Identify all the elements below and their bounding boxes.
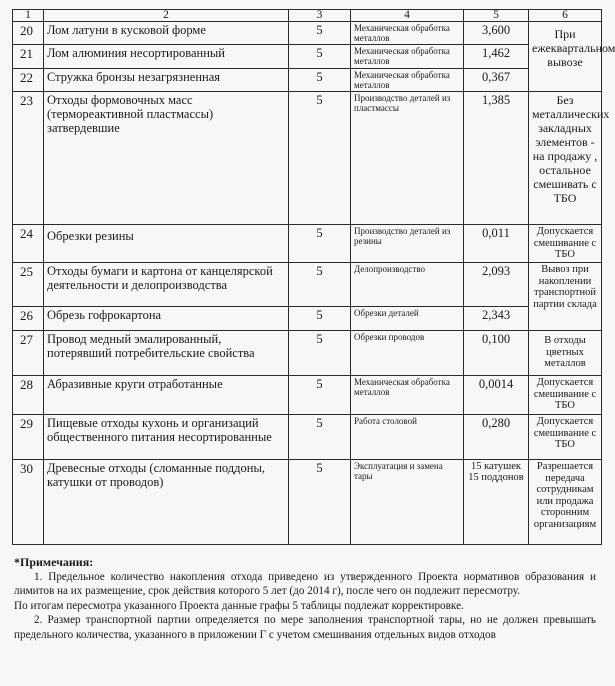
hazard-class: 5 [289,415,351,460]
quantity: 3,600 [464,22,529,45]
source-process: Эксплуатация и замена тары [351,460,464,545]
quantity: 15 катушек 15 поддонов [464,460,529,545]
waste-name: Лом алюминия несортированный [44,45,289,69]
waste-name: Пищевые отходы кухонь и организаций общественного питания несортированные [44,415,289,460]
table-row [13,460,602,545]
hazard-class: 5 [289,307,351,331]
notes-section [14,555,596,643]
hazard-class: 5 [289,45,351,69]
source-process: Механическая обработка металлов [351,69,464,92]
header-col-2: 2 [44,10,289,22]
quantity: 0,0014 [464,376,529,415]
quantity: 2,093 [464,263,529,307]
header-col-3: 3 [289,10,351,22]
table-row [13,22,602,45]
table-row [13,376,602,415]
handling-note: Допускается смешивание с ТБО [529,376,602,415]
row-number: 22 [13,69,44,92]
notes-title: *Примечания: [14,555,94,569]
header-col-1: 1 [13,10,44,22]
note-1: 1. Предельное количество накопления отхода приведено из утвержденного Проекта нормативов образования и лимитов на их размещение, срок действия которого 5 лет (до 2014 г), после чего он подлежит пересмотру. [14,570,596,598]
source-process: Работа столовой [351,415,464,460]
waste-name: Лом латуни в кусковой форме [44,22,289,45]
source-process: Механическая обработка металлов [351,45,464,69]
header-col-6: 6 [529,10,602,22]
handling-note: Без металлических закладных элементов - на продажу , остальное смешивать с ТБО [529,92,602,225]
header-col-4: 4 [351,10,464,22]
waste-name: Провод медный эмалированный, потерявший потребительские свойства [44,331,289,376]
row-number: 23 [13,92,44,225]
row-number: 30 [13,460,44,545]
row-number: 20 [13,22,44,45]
table-row [13,92,602,225]
table-header-row [13,10,602,22]
quantity: 1,385 [464,92,529,225]
hazard-class: 5 [289,225,351,263]
table-row [13,307,602,331]
quantity: 2,343 [464,307,529,331]
table-row [13,263,602,307]
quantity: 0,280 [464,415,529,460]
table-row [13,45,602,69]
row-number: 25 [13,263,44,307]
handling-note: Допускается смешивание с ТБО [529,415,602,460]
waste-name: Обрезь гофрокартона [44,307,289,331]
waste-name: Обрезки резины [44,225,289,263]
row-number: 27 [13,331,44,376]
hazard-class: 5 [289,69,351,92]
quantity: 1,462 [464,45,529,69]
handling-note: При ежеквартальном вывозе [529,22,602,92]
table-row [13,225,602,263]
hazard-class: 5 [289,22,351,45]
waste-name: Древесные отходы (сломанные поддоны, катушки от проводов) [44,460,289,545]
waste-name: Стружка бронзы незагрязненная [44,69,289,92]
hazard-class: 5 [289,460,351,545]
source-process: Механическая обработка металлов [351,22,464,45]
handling-note: Допускается смешивание с ТБО [529,225,602,263]
handling-note: Вывоз при накоплении транспортной партии склада [529,263,602,331]
handling-note: В отходы цветных металлов [529,331,602,376]
row-number: 21 [13,45,44,69]
header-col-5: 5 [464,10,529,22]
source-process: Механическая обработка металлов [351,376,464,415]
source-process: Обрезки проводов [351,331,464,376]
source-process: Делопроизводство [351,263,464,307]
quantity: 0,367 [464,69,529,92]
row-number: 26 [13,307,44,331]
quantity: 0,100 [464,331,529,376]
note-1-continuation: По итогам пересмотра указанного Проекта данные графы 5 таблицы подлежат корректировке. [14,599,464,612]
row-number: 24 [13,225,44,263]
row-number: 28 [13,376,44,415]
source-process: Производство деталей из пластмассы [351,92,464,225]
table-row [13,415,602,460]
note-2: 2. Размер транспортной партии определяется по мере заполнения транспортной тары, но не должен превышать предельного количества, указанного в приложении Г с учетом смешивания отдельных видов отходов [14,614,596,641]
table-row [13,331,602,376]
hazard-class: 5 [289,376,351,415]
hazard-class: 5 [289,263,351,307]
source-process: Производство деталей из резины [351,225,464,263]
row-number: 29 [13,415,44,460]
table-row [13,69,602,92]
hazard-class: 5 [289,331,351,376]
quantity: 0,011 [464,225,529,263]
handling-note: Разрешается передача сотрудникам или продажа сторонним организациям [529,460,602,545]
hazard-class: 5 [289,92,351,225]
waste-name: Абразивные круги отработанные [44,376,289,415]
waste-name: Отходы формовочных масс (термореактивной пластмассы) затвердевшие [44,92,289,225]
waste-name: Отходы бумаги и картона от канцелярской деятельности и делопроизводства [44,263,289,307]
waste-table [12,9,615,545]
source-process: Обрезки деталей [351,307,464,331]
